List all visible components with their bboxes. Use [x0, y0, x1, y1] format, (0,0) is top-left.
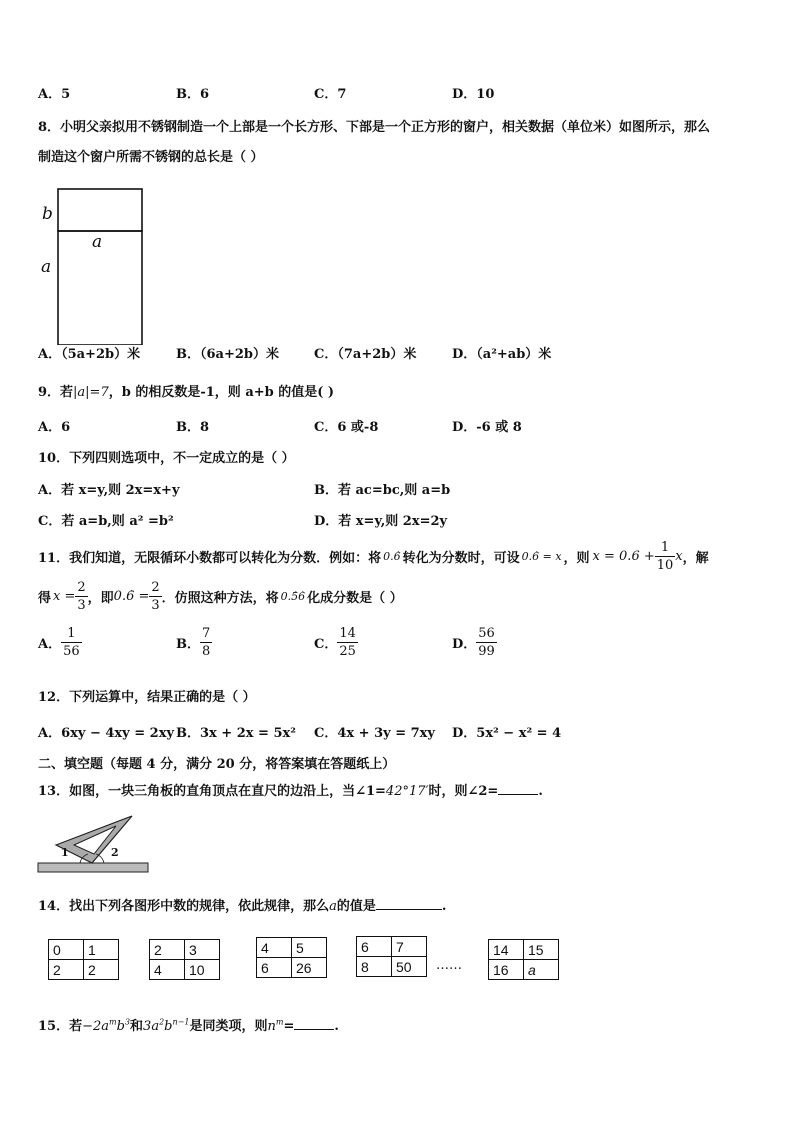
q12-option-d: D．5x² − x² = 4 — [452, 726, 562, 741]
q11-option-c: C． $\frac{14}{25}$ — [314, 626, 356, 659]
triangle-ruler-figure — [36, 812, 152, 874]
window-rectangle — [58, 189, 142, 231]
q11-target-decimal: 0.5̇6̇ — [280, 589, 306, 603]
q9-option-b: B．8 — [176, 420, 210, 435]
q10-option-c: C．若 a=b,则 a² =b² — [38, 514, 174, 529]
section-2-heading: 二、填空题（每题 4 分，满分 20 分，将答案填在答题纸上） — [38, 757, 396, 772]
number-grid-4: 6 7 8 50 — [356, 936, 427, 977]
q14-stem: 14．找出下列各图形中数的规律，依此规律，那么a的值是 . — [38, 899, 447, 914]
q11-fraction-1-10: $\frac{1}{10}$ — [656, 539, 674, 573]
q10-stem: 10．下列四则选项中，不一定成立的是（ ） — [38, 451, 295, 466]
q9-option-a: A．6 — [38, 420, 71, 435]
q12-option-c: C．4x + 3y = 7xy — [314, 726, 435, 741]
q10-option-a: A．若 x=y,则 2x=x+y — [38, 483, 180, 498]
fig-label-a-inner: a — [92, 232, 103, 252]
q8-option-c: C．（7a+2b）米 — [314, 347, 417, 362]
q8-stem-line1: 8．小明父亲拟用不锈钢制造一个上部是一个长方形、下部是一个正方形的窗户，相关数据（单位米）如图所示，那么 — [38, 120, 711, 135]
q11-option-d: D． $\frac{56}{99}$ — [452, 626, 495, 659]
q8-stem-line2: 制造这个窗户所需不锈钢的总长是（ ） — [38, 150, 264, 165]
q7-option-c: C．7 — [314, 87, 347, 102]
q12-option-b: B．3x + 2x = 5x² — [176, 726, 296, 741]
q9-abs-expression: |a|=7 — [73, 385, 109, 400]
angle-1-label: 1 — [61, 846, 69, 859]
q9-option-c: C．6 或-8 — [314, 420, 379, 435]
q9-option-d: D．-6 或 8 — [452, 420, 522, 435]
ruler — [38, 863, 148, 872]
number-grid-2: 2 3 4 10 — [149, 939, 220, 980]
q8-option-d: D．（a²+ab）米 — [452, 347, 552, 362]
q11-fraction-2-3-b: $\frac{2}{3}$ — [151, 579, 160, 613]
q11-stem-line2: 得 x = $\frac{2}{3}$ ，即 0.6̇ = $\frac{2}{3}$ ．仿照这种方法，将 0.5̇6̇ 化成分数是（ ） — [38, 579, 403, 613]
q8-option-b: B．（6a+2b）米 — [176, 347, 279, 362]
number-grid-5: 14 15 16 a — [488, 939, 559, 980]
q11-option-a: A． $\frac{1}{56}$ — [38, 626, 80, 659]
q10-option-d: D．若 x=y,则 2x=2y — [314, 514, 448, 529]
q7-option-b: B．6 — [176, 87, 210, 102]
q11-x-equation: x = 0.6 + — [592, 548, 655, 564]
angle-2-label: 2 — [111, 846, 119, 859]
q11-let-equation: 0.6̇ = x — [521, 549, 562, 563]
number-grid-1: 0 1 2 2 — [48, 939, 119, 980]
q11-repeating-decimal: 0.6̇ — [383, 549, 401, 563]
number-grid-3: 4 5 6 26 — [256, 937, 327, 978]
q10-option-b: B．若 ac=bc,则 a=b — [314, 483, 451, 498]
window-figure — [36, 185, 156, 345]
q7-option-d: D．10 — [452, 87, 495, 102]
grid-ellipsis: …… — [436, 958, 462, 973]
q12-option-a: A．6xy − 4xy = 2xy — [38, 726, 175, 741]
q15-stem: 15．若$-2a^mb^3$和$3a^2b^{n-1}$是同类项，则$n^m=$ . — [38, 1017, 339, 1034]
q11-option-b: B． $\frac{7}{8}$ — [176, 626, 211, 659]
fig-label-b: b — [42, 204, 53, 224]
fig-label-a-left: a — [41, 257, 52, 277]
q13-stem: 13．如图，一块三角板的直角顶点在直尺的边沿上，当∠1=42°17′时，则∠2= . — [38, 784, 543, 799]
q12-stem: 12．下列运算中，结果正确的是（ ） — [38, 690, 256, 705]
q8-option-a: A．（5a+2b）米 — [38, 347, 141, 362]
q7-option-a: A．5 — [38, 87, 71, 102]
q11-stem-line1: 11．我们知道，无限循环小数都可以转化为分数．例如：将 0.6̇ 转化为分数时，可设 0.6̇ = x ，则 x = 0.6 + $\frac{1}{10}$ x ，解 — [38, 539, 709, 573]
q11-fraction-2-3: $\frac{2}{3}$ — [77, 579, 86, 613]
q9-stem: 9．若|a|=7，b 的相反数是-1，则 a+b 的值是( ) — [38, 385, 335, 400]
